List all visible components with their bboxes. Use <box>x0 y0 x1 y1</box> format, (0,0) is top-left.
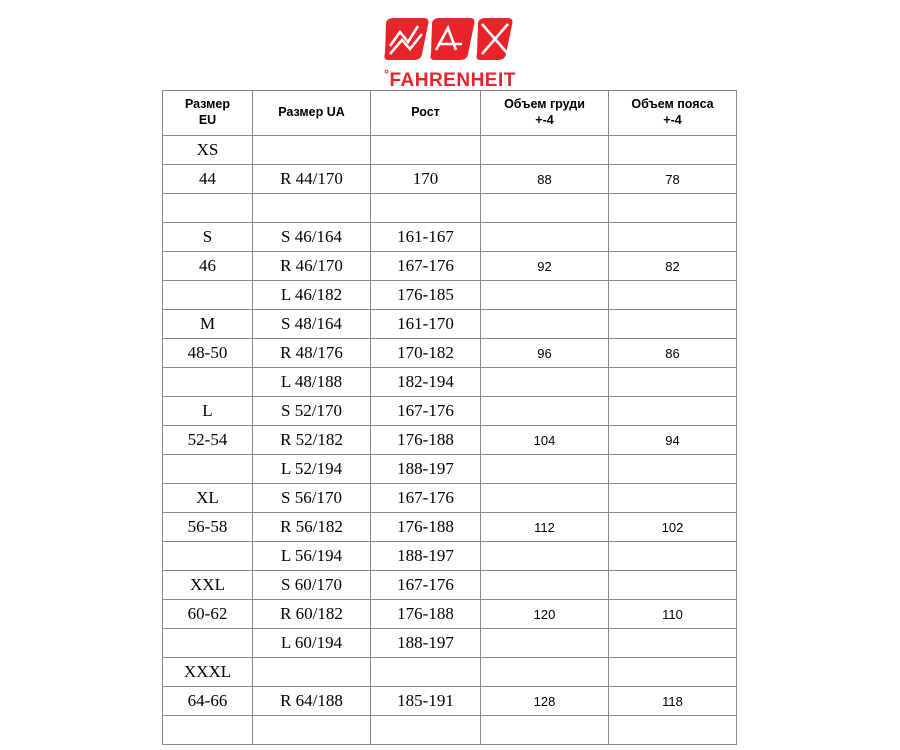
brand-name: FAHRENHEIT <box>389 70 516 91</box>
cell-ua: R 44/170 <box>253 165 371 194</box>
header-line1: Размер UA <box>278 105 345 120</box>
cell-eu: 46 <box>163 252 253 281</box>
header-cell-chest <box>481 91 609 136</box>
cell-waist <box>609 484 737 513</box>
header-cell-ua <box>253 91 371 136</box>
cell-height <box>371 716 481 745</box>
cell-height: 161-167 <box>371 223 481 252</box>
table-row <box>163 136 737 165</box>
cell-eu: XXXL <box>163 658 253 687</box>
cell-chest <box>481 455 609 484</box>
cell-waist <box>609 716 737 745</box>
cell-chest: 88 <box>481 165 609 194</box>
cell-height: 167-176 <box>371 252 481 281</box>
header-row <box>163 91 737 136</box>
cell-height: 176-188 <box>371 426 481 455</box>
cell-ua: R 48/176 <box>253 339 371 368</box>
cell-waist: 110 <box>609 600 737 629</box>
table-row <box>163 571 737 600</box>
cell-height: 176-185 <box>371 281 481 310</box>
cell-chest: 112 <box>481 513 609 542</box>
cell-eu: 44 <box>163 165 253 194</box>
header-line1: Рост <box>411 105 440 120</box>
cell-chest <box>481 223 609 252</box>
brand-logo <box>0 16 900 90</box>
cell-height: 188-197 <box>371 542 481 571</box>
cell-chest <box>481 571 609 600</box>
cell-waist <box>609 542 737 571</box>
cell-waist: 82 <box>609 252 737 281</box>
cell-ua: R 52/182 <box>253 426 371 455</box>
cell-ua <box>253 194 371 223</box>
cell-ua: R 56/182 <box>253 513 371 542</box>
cell-eu <box>163 455 253 484</box>
cell-chest <box>481 194 609 223</box>
cell-eu: 48-50 <box>163 339 253 368</box>
cell-eu <box>163 716 253 745</box>
cell-ua: S 60/170 <box>253 571 371 600</box>
cell-ua: S 48/164 <box>253 310 371 339</box>
cell-chest <box>481 136 609 165</box>
cell-ua <box>253 658 371 687</box>
header-cell-height <box>371 91 481 136</box>
cell-height: 170-182 <box>371 339 481 368</box>
cell-chest <box>481 716 609 745</box>
cell-ua: S 46/164 <box>253 223 371 252</box>
cell-ua: L 48/188 <box>253 368 371 397</box>
table-row <box>163 484 737 513</box>
cell-ua: L 46/182 <box>253 281 371 310</box>
table-row <box>163 542 737 571</box>
cell-chest: 104 <box>481 426 609 455</box>
cell-eu <box>163 629 253 658</box>
cell-eu: 64-66 <box>163 687 253 716</box>
cell-height: 167-176 <box>371 484 481 513</box>
cell-chest: 96 <box>481 339 609 368</box>
cell-waist: 78 <box>609 165 737 194</box>
cell-chest <box>481 368 609 397</box>
header-line2: EU <box>198 113 217 127</box>
cell-ua <box>253 716 371 745</box>
cell-waist <box>609 136 737 165</box>
cell-chest <box>481 484 609 513</box>
cell-waist: 118 <box>609 687 737 716</box>
cell-eu: 52-54 <box>163 426 253 455</box>
table-row <box>163 339 737 368</box>
header-line2: +-4 <box>663 113 682 127</box>
table-row <box>163 687 737 716</box>
table-row <box>163 629 737 658</box>
table-row <box>163 513 737 542</box>
table-row <box>163 194 737 223</box>
cell-chest <box>481 658 609 687</box>
cell-chest <box>481 629 609 658</box>
cell-ua: L 52/194 <box>253 455 371 484</box>
cell-waist <box>609 455 737 484</box>
cell-chest <box>481 542 609 571</box>
cell-ua: S 56/170 <box>253 484 371 513</box>
cell-eu: L <box>163 397 253 426</box>
cell-chest <box>481 281 609 310</box>
table-row <box>163 426 737 455</box>
cell-eu: XXL <box>163 571 253 600</box>
cell-waist <box>609 310 737 339</box>
cell-eu: XL <box>163 484 253 513</box>
cell-ua <box>253 136 371 165</box>
cell-eu: M <box>163 310 253 339</box>
table-row <box>163 455 737 484</box>
cell-height <box>371 136 481 165</box>
cell-height: 170 <box>371 165 481 194</box>
degree-symbol: ° <box>384 67 390 81</box>
cell-waist <box>609 194 737 223</box>
cell-height: 176-188 <box>371 600 481 629</box>
cell-waist <box>609 368 737 397</box>
header-cell-waist <box>609 91 737 136</box>
header-line2: +-4 <box>535 113 554 127</box>
cell-eu <box>163 194 253 223</box>
cell-waist: 86 <box>609 339 737 368</box>
fahrenheit-mark-icon <box>384 16 516 67</box>
cell-waist: 102 <box>609 513 737 542</box>
cell-eu: XS <box>163 136 253 165</box>
header-line1: Размер <box>184 97 230 112</box>
cell-height <box>371 194 481 223</box>
size-table <box>162 90 737 745</box>
cell-eu: S <box>163 223 253 252</box>
cell-ua: L 56/194 <box>253 542 371 571</box>
cell-waist <box>609 658 737 687</box>
table-row <box>163 165 737 194</box>
cell-eu: 60-62 <box>163 600 253 629</box>
cell-ua: L 60/194 <box>253 629 371 658</box>
cell-ua: R 46/170 <box>253 252 371 281</box>
cell-ua: R 64/188 <box>253 687 371 716</box>
cell-waist <box>609 629 737 658</box>
cell-ua: S 52/170 <box>253 397 371 426</box>
cell-waist <box>609 223 737 252</box>
table-header <box>163 91 737 136</box>
cell-height: 161-170 <box>371 310 481 339</box>
cell-eu <box>163 542 253 571</box>
cell-waist <box>609 397 737 426</box>
cell-height <box>371 658 481 687</box>
cell-chest: 92 <box>481 252 609 281</box>
cell-height: 176-188 <box>371 513 481 542</box>
table-row <box>163 716 737 745</box>
cell-chest: 128 <box>481 687 609 716</box>
size-table-container <box>162 90 736 745</box>
table-row <box>163 368 737 397</box>
cell-ua: R 60/182 <box>253 600 371 629</box>
cell-height: 185-191 <box>371 687 481 716</box>
header-cell-eu <box>163 91 253 136</box>
cell-waist <box>609 281 737 310</box>
header-line1: Объем груди <box>504 97 585 112</box>
cell-waist: 94 <box>609 426 737 455</box>
cell-chest: 120 <box>481 600 609 629</box>
table-row <box>163 252 737 281</box>
table-body <box>163 136 737 745</box>
table-row <box>163 658 737 687</box>
cell-chest <box>481 310 609 339</box>
cell-chest <box>481 397 609 426</box>
cell-height: 188-197 <box>371 629 481 658</box>
brand-wordmark <box>384 68 516 90</box>
header-line1: Объем пояса <box>631 97 714 112</box>
table-row <box>163 310 737 339</box>
cell-eu: 56-58 <box>163 513 253 542</box>
table-row <box>163 223 737 252</box>
cell-eu <box>163 281 253 310</box>
cell-eu <box>163 368 253 397</box>
cell-waist <box>609 571 737 600</box>
cell-height: 188-197 <box>371 455 481 484</box>
cell-height: 167-176 <box>371 397 481 426</box>
table-row <box>163 600 737 629</box>
cell-height: 167-176 <box>371 571 481 600</box>
table-row <box>163 281 737 310</box>
table-row <box>163 397 737 426</box>
cell-height: 182-194 <box>371 368 481 397</box>
